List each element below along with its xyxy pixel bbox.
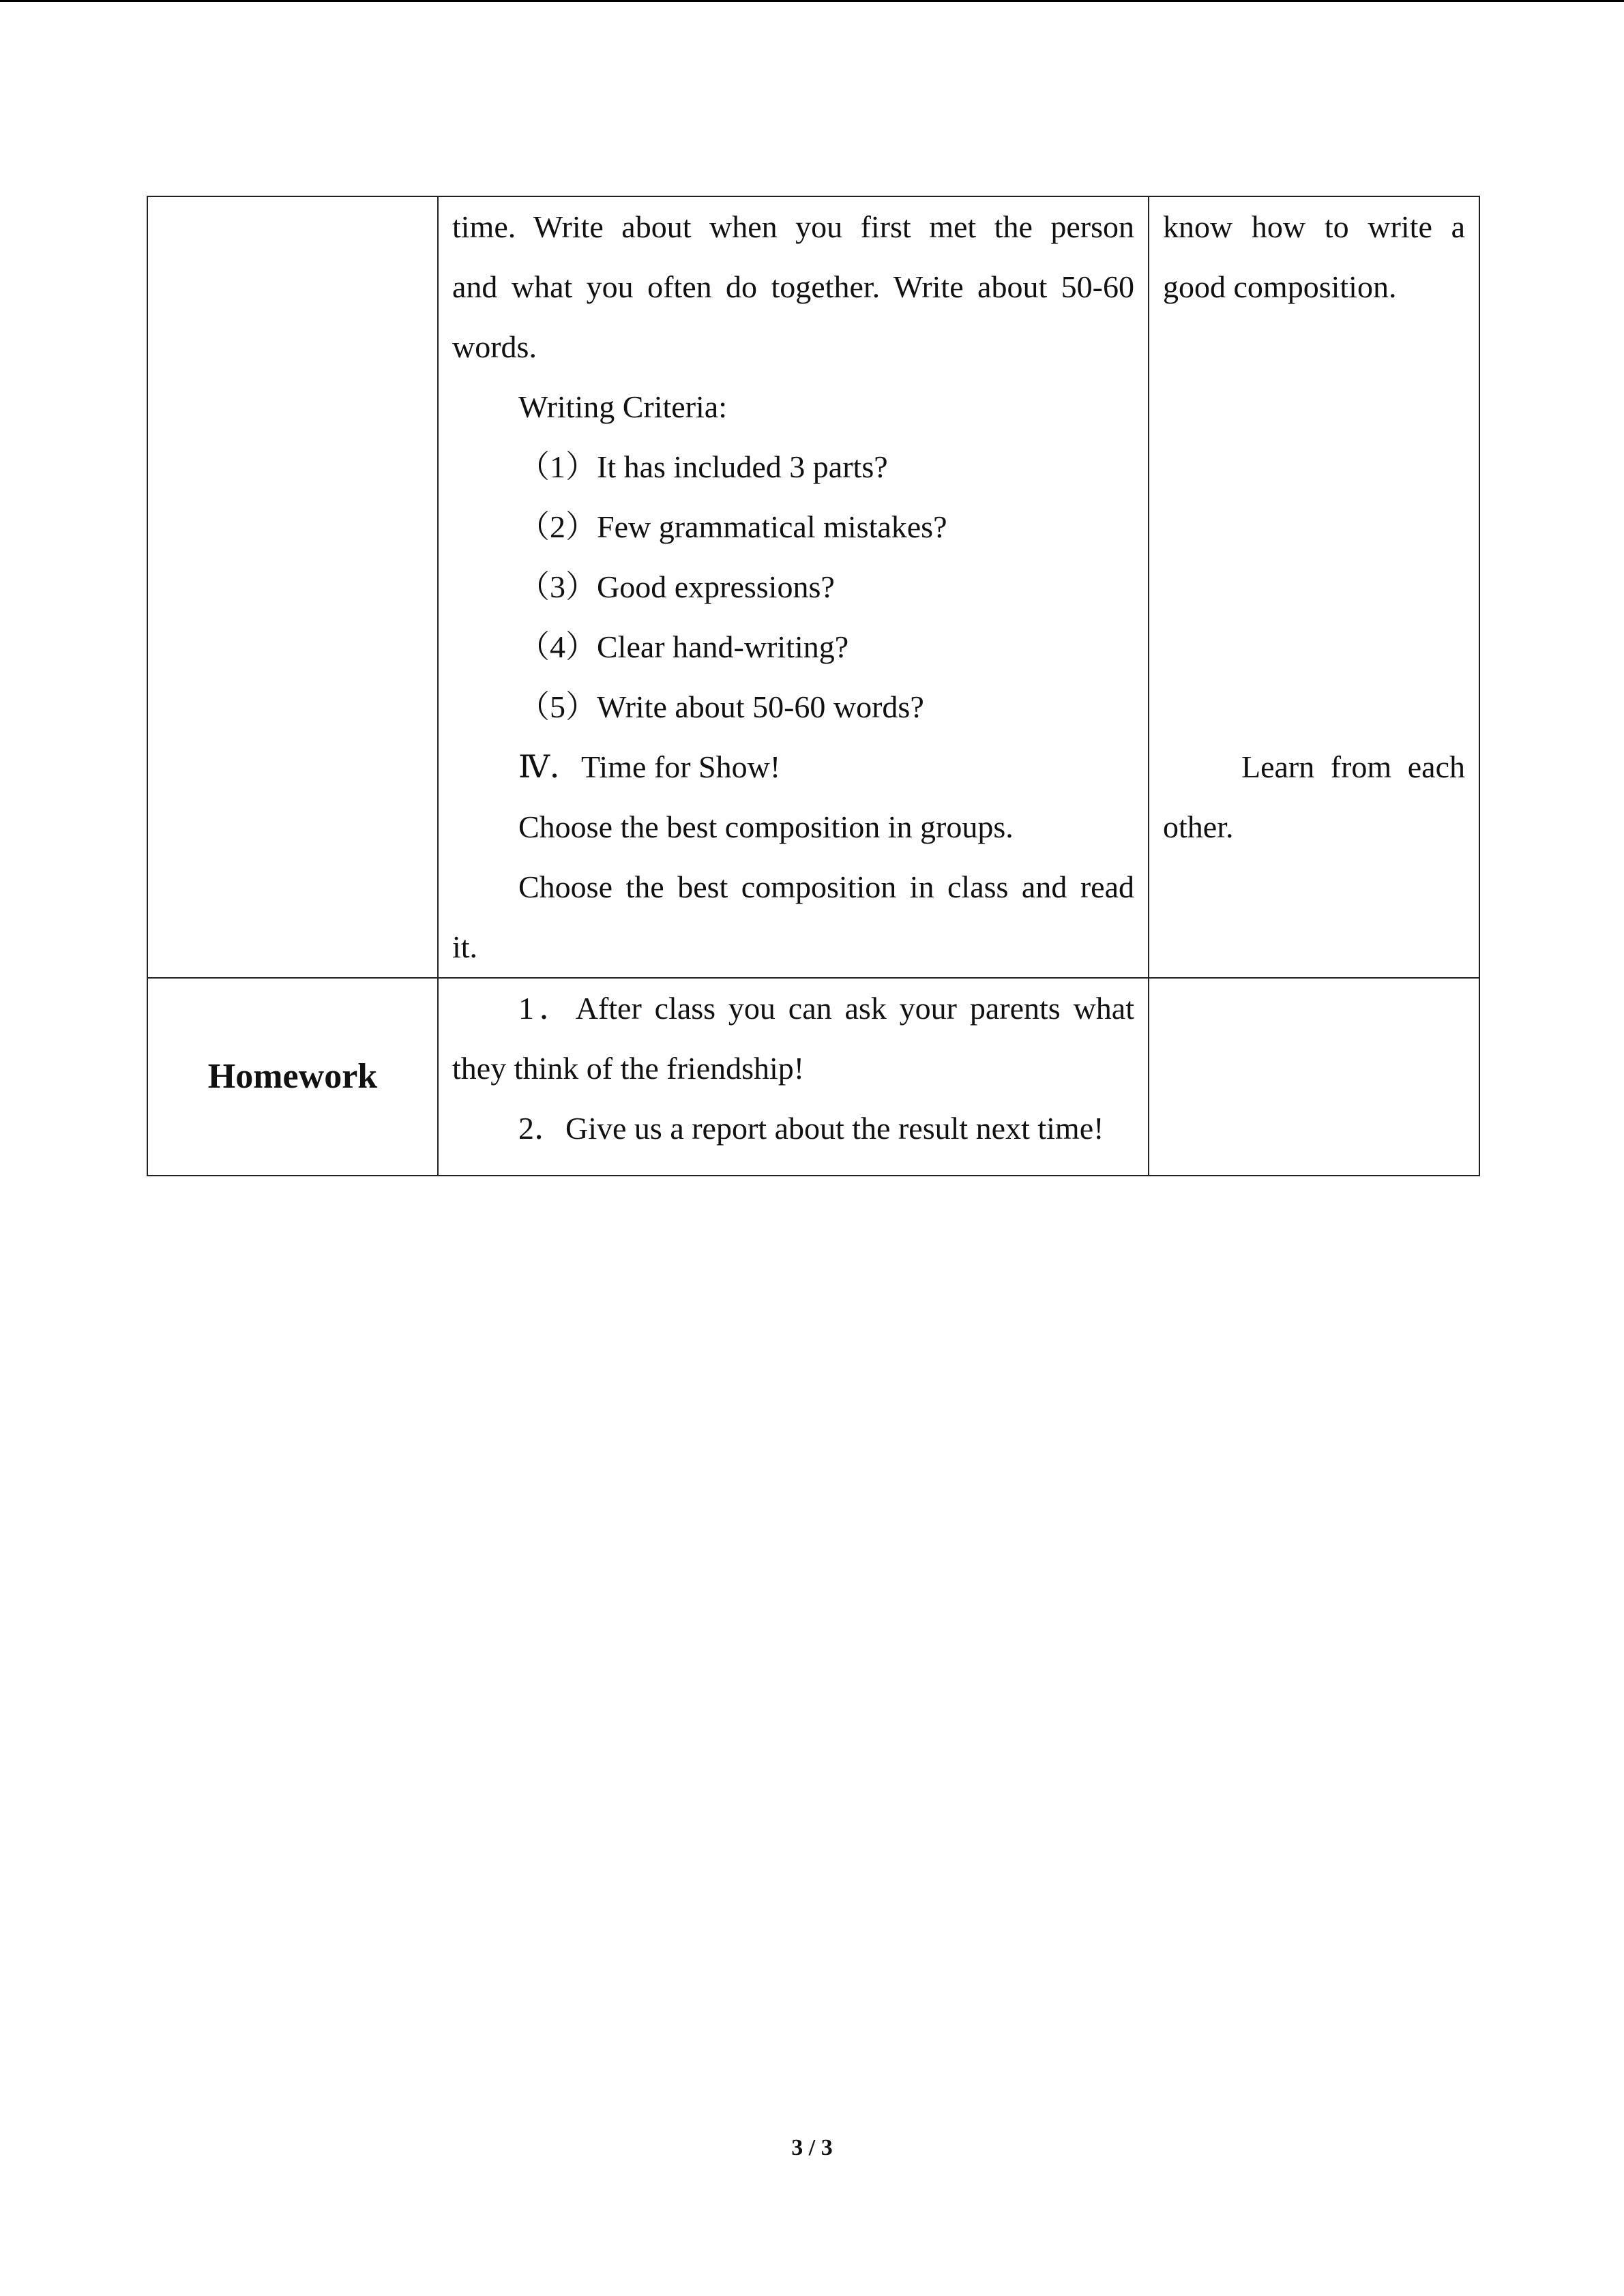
step-label-cell	[147, 196, 438, 978]
section-heading: Ⅳ．Time for Show!	[518, 749, 781, 784]
purpose-line-2: good composition.	[1163, 269, 1397, 304]
homework-content-cell	[438, 978, 1149, 1176]
activity-content-cell	[438, 196, 1149, 978]
purpose-gap	[1163, 317, 1465, 737]
content-line-3: words.	[452, 329, 537, 364]
lesson-plan-table	[147, 196, 1480, 1176]
purpose-line-1: know how to write a	[1163, 209, 1465, 244]
homework-line-1: 1．After class you can ask your parents what	[518, 991, 1134, 1026]
content-line-1: time. Write about when you first met the person	[452, 209, 1134, 244]
homework-label-cell	[147, 978, 438, 1176]
homework-label: Homework	[207, 1056, 378, 1096]
content-line-2: and what you often do together. Write about 50-60	[452, 269, 1134, 304]
homework-line-2: they think of the friendship!	[452, 1051, 805, 1086]
purpose-learn-line-2: other.	[1163, 809, 1234, 844]
homework-purpose-cell	[1149, 978, 1479, 1176]
show-line-1: Choose the best composition in groups.	[518, 809, 1014, 844]
criteria-item-5: （5）Write about 50-60 words?	[518, 689, 924, 724]
criteria-item-3: （3）Good expressions?	[518, 569, 835, 604]
table-row-writing	[147, 196, 1479, 978]
page-number: 3 / 3	[791, 2135, 833, 2160]
criteria-title: Writing Criteria:	[518, 389, 728, 424]
homework-line-3: 2．Give us a report about the result next time!	[518, 1111, 1104, 1146]
criteria-item-4: （4）Clear hand-writing?	[518, 629, 849, 664]
show-line-3: it.	[452, 929, 478, 964]
table-row-homework	[147, 978, 1479, 1176]
purpose-cell	[1149, 196, 1479, 978]
criteria-item-1: （1）It has included 3 parts?	[518, 449, 888, 484]
purpose-learn-line-1: Learn from each	[1241, 749, 1465, 784]
show-line-2: Choose the best composition in class and read	[518, 869, 1134, 904]
page-top-border	[0, 0, 1624, 2]
criteria-item-2: （2）Few grammatical mistakes?	[518, 509, 947, 544]
